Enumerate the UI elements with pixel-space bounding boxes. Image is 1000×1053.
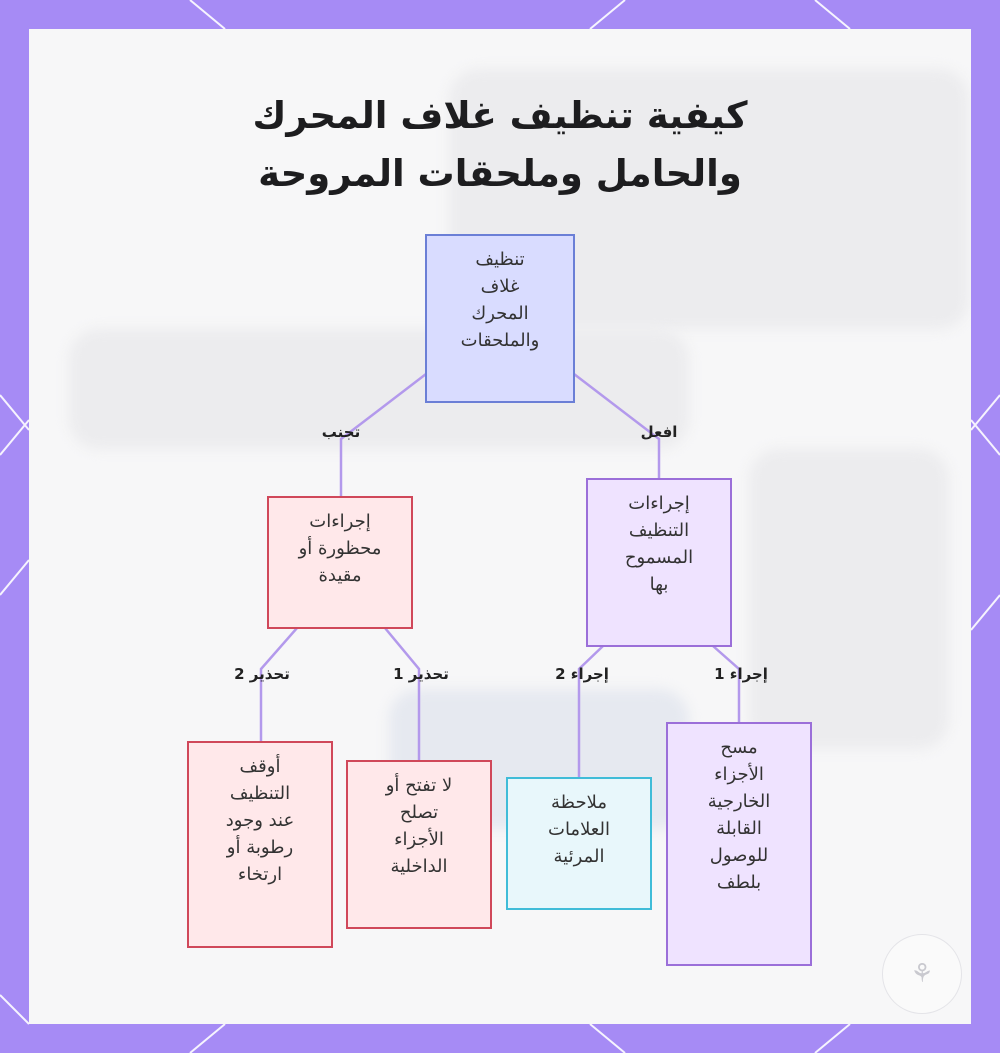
edge-label-action2: إجراء 2	[555, 665, 609, 683]
edge-label-avoid: تجنب	[321, 423, 361, 441]
diagram-card	[29, 29, 971, 1024]
node-action-2	[506, 777, 652, 910]
node-restricted-label: إجراءات محظورة أو مقيدة	[298, 511, 382, 586]
fan-icon: ⚘	[882, 934, 962, 1014]
edge-label-action1: إجراء 1	[714, 665, 768, 683]
edge-allowed-action1	[713, 646, 739, 722]
connector-lines	[29, 29, 971, 1024]
node-warning2-label: أوقف التنظيف عند وجود رطوبة أو ارتخاء	[225, 756, 295, 885]
node-action1-label: مسح الأجزاء الخارجية القابلة للوصول بلطف	[707, 737, 771, 893]
node-allowed-actions	[586, 478, 732, 647]
node-root	[425, 234, 575, 403]
node-restricted-actions	[267, 496, 413, 629]
node-warning-1	[346, 760, 492, 929]
node-root-label: تنظيف غلاف المحرك والملحقات	[460, 249, 540, 351]
node-warning-2	[187, 741, 333, 948]
title-line-1: كيفية تنظيف غلاف المحرك	[252, 94, 748, 137]
edge-restricted-warning1	[385, 628, 419, 760]
title-line-2: والحامل وملحقات المروحة	[258, 152, 742, 195]
node-action-1	[666, 722, 812, 966]
node-warning1-label: لا تفتح أو تصلح الأجزاء الداخلية	[385, 775, 453, 877]
node-allowed-label: إجراءات التنظيف المسموح بها	[624, 493, 694, 595]
edge-label-do: افعل	[640, 423, 678, 441]
edge-restricted-warning2	[261, 628, 297, 741]
node-action2-label: ملاحظة العلامات المرئية	[548, 792, 610, 867]
edge-label-warning2: تحذير 2	[234, 665, 290, 683]
edge-label-warning1: تحذير 1	[393, 665, 449, 683]
